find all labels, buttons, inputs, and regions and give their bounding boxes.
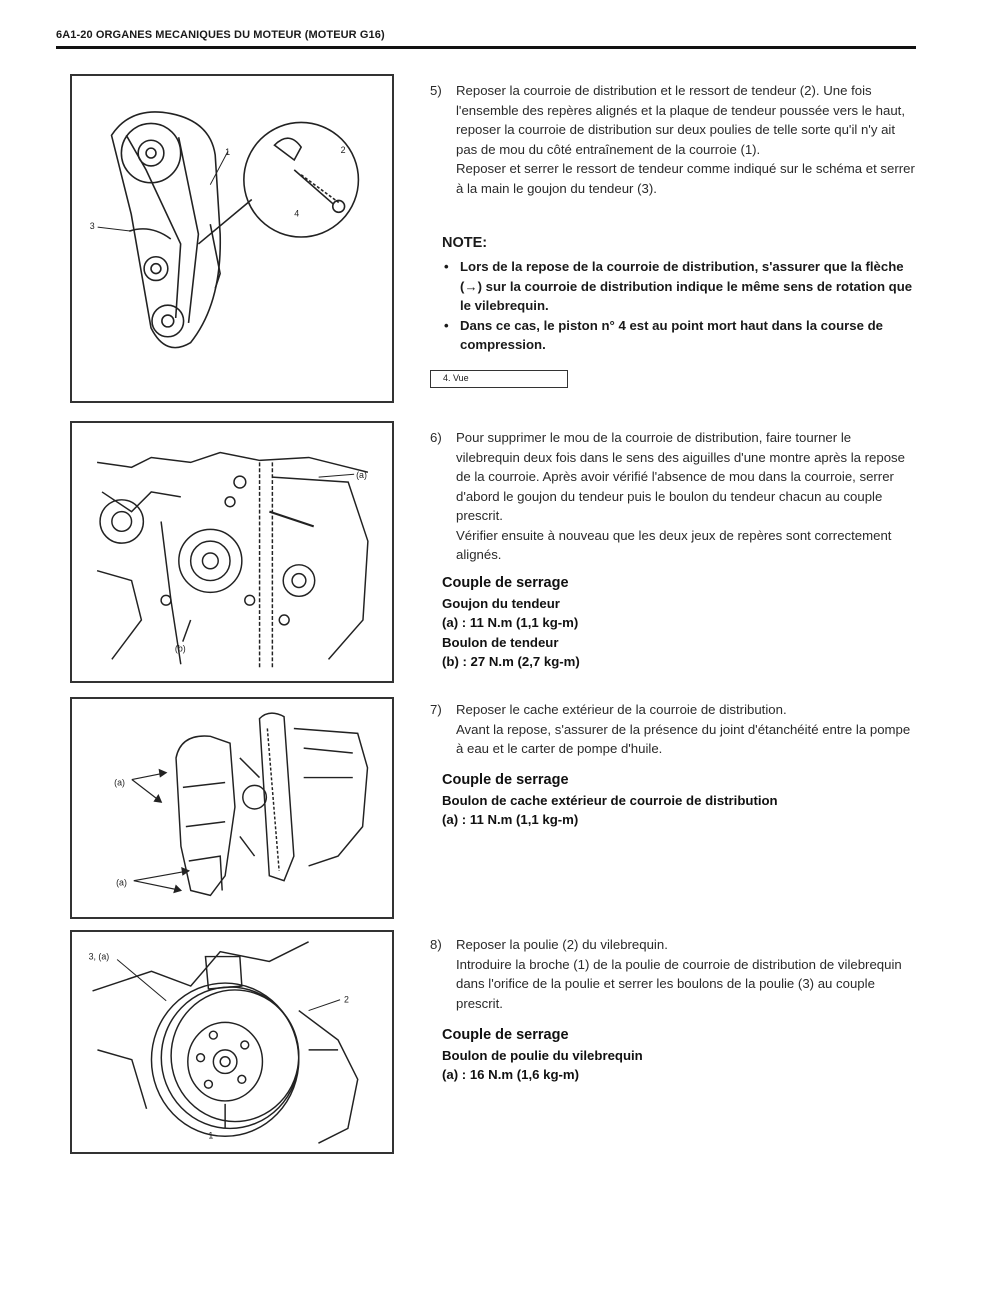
- torque-spec-7: [442, 771, 778, 830]
- step-paragraph: Reposer la courroie de distribution et le ressort de tendeur (2). Une fois l'ensemble des repères alignés et la plaque de tendeur poussée vers le haut, reposer la courroie de distribution sur deux poulies de telle sorte qu'il n'y ait pas de mou du côté entraînement de la courroie (1).: [456, 83, 905, 157]
- torque-line: (b) : 27 N.m (2,7 kg-m): [442, 654, 580, 669]
- step-number: 5): [430, 83, 442, 98]
- step-paragraph: Vérifier ensuite à nouveau que les deux jeux de repères sont correctement alignés.: [456, 527, 892, 562]
- step-number: 6): [430, 430, 442, 445]
- note-item: • Dans ce cas, le piston n° 4 est au point mort haut dans la course de compression.: [444, 317, 883, 352]
- torque-spec-8: [442, 1026, 643, 1085]
- torque-title: Couple de serrage: [442, 1027, 569, 1043]
- figure-crankshaft-pulley: [70, 930, 394, 1154]
- step-8: [430, 935, 918, 1013]
- figure-timing-belt-install: [70, 74, 394, 403]
- timing-belt-illustration: [72, 76, 392, 401]
- torque-line: (a) : 11 N.m (1,1 kg-m): [442, 812, 579, 827]
- fig4-label-1: 1: [208, 1130, 214, 1141]
- note-item: • Lors de la repose de la courroie de distribution, s'assurer que la flèche (→) sur la courroie de distribution indique le même sens de rotation que le vilebrequin.: [444, 259, 913, 313]
- fig1-label-2: 2: [340, 145, 346, 156]
- note-item-text: Lors de la repose de la courroie de distribution, s'assurer que la flèche (→) sur la courroie de distribution indique le même sens de rotation que le vilebrequin.: [460, 259, 913, 313]
- step-paragraph: Reposer la poulie (2) du vilebrequin.: [456, 937, 668, 952]
- tensioner-illustration: [72, 423, 392, 681]
- figure-outer-cover: [70, 697, 394, 919]
- fig1-label-4: 4: [294, 208, 300, 219]
- note-block: [442, 235, 918, 355]
- step-5: [430, 81, 918, 198]
- step-7: [430, 700, 918, 759]
- page-header: 6A1-20 ORGANES MECANIQUES DU MOTEUR (MOTEUR G16): [56, 29, 385, 41]
- torque-title: Couple de serrage: [442, 575, 569, 591]
- torque-line: Boulon de cache extérieur de courroie de distribution: [442, 792, 778, 808]
- note-item-text: Dans ce cas, le piston n° 4 est au point mort haut dans la course de compression.: [460, 317, 883, 352]
- step-number: 8): [430, 937, 442, 952]
- fig2-label-b: (b): [174, 643, 186, 654]
- header-rule: [56, 46, 916, 49]
- torque-line: Goujon du tendeur: [442, 595, 560, 611]
- step-paragraph: Introduire la broche (1) de la poulie de courroie de distribution de vilebrequin dans l'orifice de la poulie et serrer les boulons de la poulie (3) au couple prescrit.: [456, 956, 902, 1011]
- outer-cover-illustration: [72, 699, 392, 917]
- torque-line: Boulon de tendeur: [442, 634, 559, 650]
- step-paragraph: Pour supprimer le mou de la courroie de distribution, faire tourner le vilebrequin deux fois dans le sens des aiguilles d'une montre après la repose de la courroie. Après avoir vérifié l'absence de mou dans la courroie, serrer d'abord le goujon du tendeur puis le boulon du tendeur chacun au couple prescrit.: [456, 430, 905, 523]
- torque-line: (a) : 16 N.m (1,6 kg-m): [442, 1067, 580, 1082]
- note-title: NOTE:: [442, 235, 488, 251]
- step-paragraph: Avant la repose, s'assurer de la présence du joint d'étanchéité entre la pompe à eau et le carter de pompe d'huile.: [456, 721, 911, 756]
- fig2-label-a: (a): [356, 470, 367, 481]
- fig3-label-a-top: (a): [114, 777, 125, 788]
- torque-title: Couple de serrage: [442, 772, 569, 788]
- torque-spec-6: [442, 574, 580, 672]
- fig1-label-3: 3: [89, 221, 95, 232]
- figure-tensioner-torque: [70, 421, 394, 683]
- step-paragraph: Reposer le cache extérieur de la courroie de distribution.: [456, 702, 787, 717]
- fig4-label-3a: 3, (a): [88, 951, 110, 962]
- view-label-box: 4. Vue: [430, 370, 568, 388]
- step-number: 7): [430, 702, 442, 717]
- step-paragraph: Reposer et serrer le ressort de tendeur comme indiqué sur le schéma et serrer à la main le goujon du tendeur (3).: [456, 161, 915, 196]
- crank-pulley-illustration: [72, 932, 392, 1152]
- fig4-label-2: 2: [343, 994, 349, 1005]
- torque-line: (a) : 11 N.m (1,1 kg-m): [442, 615, 579, 630]
- fig3-label-a-bottom: (a): [116, 877, 127, 888]
- fig1-label-1: 1: [225, 147, 231, 158]
- step-6: [430, 428, 918, 565]
- torque-line: Boulon de poulie du vilebrequin: [442, 1047, 643, 1063]
